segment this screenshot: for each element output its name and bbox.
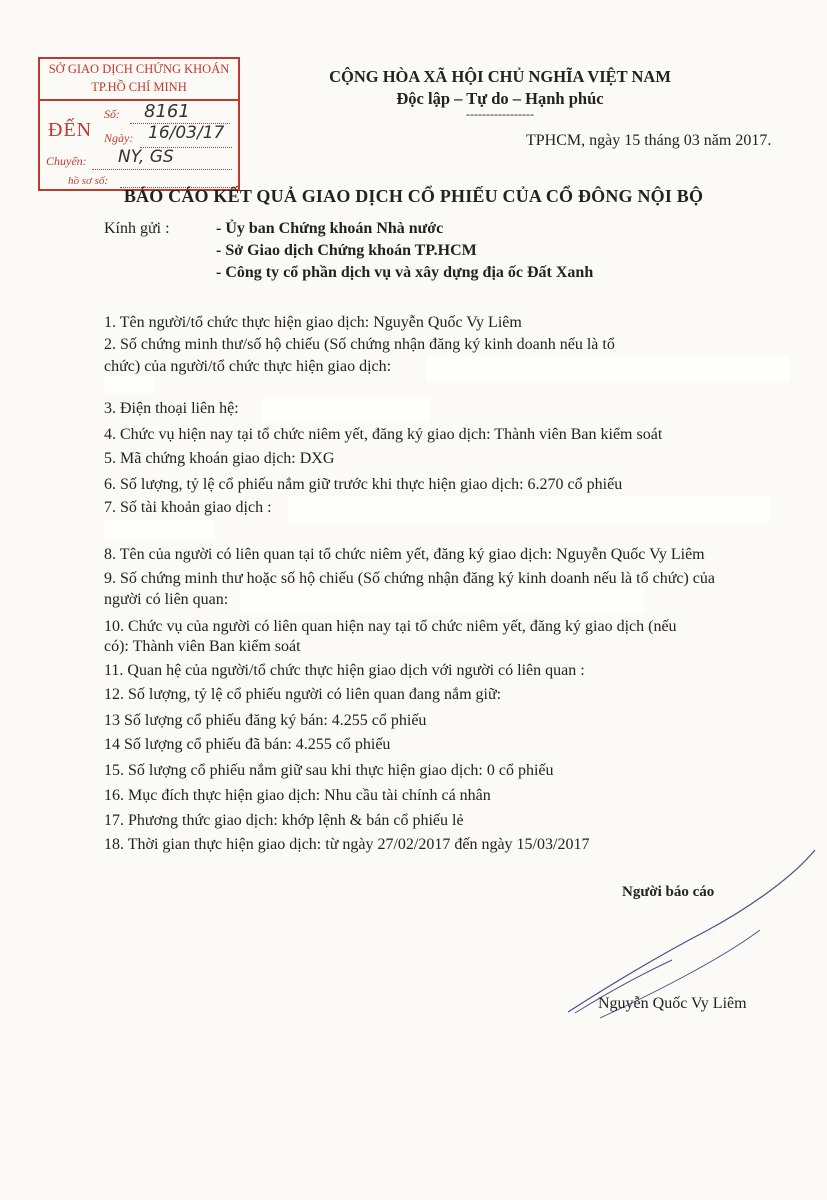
item-13: 13 Số lượng cổ phiếu đăng ký bán: 4.255 cổ phiếu [104, 712, 427, 729]
stamp-so-value: 8161 [144, 101, 190, 122]
item-7: 7. Số tài khoản giao dịch : [104, 499, 272, 516]
stamp-ngay-value: 16/03/17 [148, 123, 225, 143]
item-16: 16. Mục đích thực hiện giao dịch: Nhu cầu tài chính cá nhân [104, 787, 491, 804]
national-motto: Độc lập – Tự do – Hạnh phúc [396, 89, 604, 108]
item-10-line1: 10. Chức vụ của người có liên quan hiện nay tại tổ chức niêm yết, đăng ký giao dịch (nếu [104, 618, 677, 635]
recipient-item: - Sở Giao dịch Chứng khoán TP.HCM [216, 242, 477, 259]
item-9-line1: 9. Số chứng minh thư hoặc số hộ chiếu (Số chứng nhận đăng ký kinh doanh nếu là tổ chức) của [104, 570, 716, 587]
item-8: 8. Tên của người có liên quan tại tổ chức niêm yết, đăng ký giao dịch: Nguyễn Quốc Vy Liêm [104, 546, 705, 563]
item-9-line2: người có liên quan: [104, 591, 229, 608]
stamp-org-line1: SỞ GIAO DỊCH CHỨNG KHOÁN [48, 62, 230, 76]
recipient-item: - Ủy ban Chứng khoán Nhà nước [216, 220, 444, 237]
item-18: 18. Thời gian thực hiện giao dịch: từ ngày 27/02/2017 đến ngày 15/03/2017 [104, 836, 590, 853]
stamp-den-label: ĐẾN [48, 119, 93, 141]
document-date: TPHCM, ngày 15 tháng 03 năm 2017. [526, 132, 772, 149]
signer-name: Nguyễn Quốc Vy Liêm [598, 995, 747, 1012]
item-2-line1: 2. Số chứng minh thư/số hộ chiếu (Số chứng nhận đăng ký kinh doanh nếu là tổ [104, 336, 615, 353]
header-separator: ----------------- [466, 107, 534, 121]
item-11: 11. Quan hệ của người/tổ chức thực hiện giao dịch với người có liên quan : [104, 662, 585, 679]
item-10-line2: có): Thành viên Ban kiểm soát [104, 638, 301, 655]
item-5: 5. Mã chứng khoán giao dịch: DXG [104, 450, 335, 467]
item-17: 17. Phương thức giao dịch: khớp lệnh & bán cổ phiếu lẻ [104, 812, 464, 829]
item-14: 14 Số lượng cổ phiếu đã bán: 4.255 cổ phiếu [104, 736, 391, 753]
stamp-chuyen-label: Chuyển: [46, 154, 87, 168]
recipients-label: Kính gửi : [104, 220, 170, 237]
recipient-item: - Công ty cổ phần dịch vụ và xây dựng địa ốc Đất Xanh [216, 264, 594, 281]
item-15: 15. Số lượng cổ phiếu nắm giữ sau khi thực hiện giao dịch: 0 cổ phiếu [104, 762, 554, 779]
national-title: CỘNG HÒA XÃ HỘI CHỦ NGHĨA VIỆT NAM [329, 67, 671, 86]
stamp-ngay-label: Ngày: [104, 131, 134, 145]
item-1: 1. Tên người/tổ chức thực hiện giao dịch: Nguyễn Quốc Vy Liêm [104, 314, 522, 331]
signature-title: Người báo cáo [622, 884, 715, 900]
item-3: 3. Điện thoại liên hệ: [104, 400, 239, 417]
report-title: BÁO CÁO KẾT QUẢ GIAO DỊCH CỔ PHIẾU CỦA CỔ ĐÔNG NỘI BỘ [123, 186, 704, 206]
item-6: 6. Số lượng, tỷ lệ cổ phiếu nắm giữ trước khi thực hiện giao dịch: 6.270 cổ phiếu [104, 476, 623, 493]
stamp-org-line2: TP.HỒ CHÍ MINH [91, 80, 187, 94]
stamp-hoso-label: hồ sơ số: [68, 175, 109, 187]
item-2-line2: chức) của người/tổ chức thực hiện giao dịch: [104, 358, 392, 375]
stamp-chuyen-value: NY, GS [118, 147, 174, 167]
item-12: 12. Số lượng, tỷ lệ cổ phiếu người có liên quan đang nắm giữ: [104, 686, 502, 703]
stamp-so-label: Số: [104, 107, 120, 121]
item-4: 4. Chức vụ hiện nay tại tổ chức niêm yết, đăng ký giao dịch: Thành viên Ban kiểm soát [104, 426, 663, 443]
